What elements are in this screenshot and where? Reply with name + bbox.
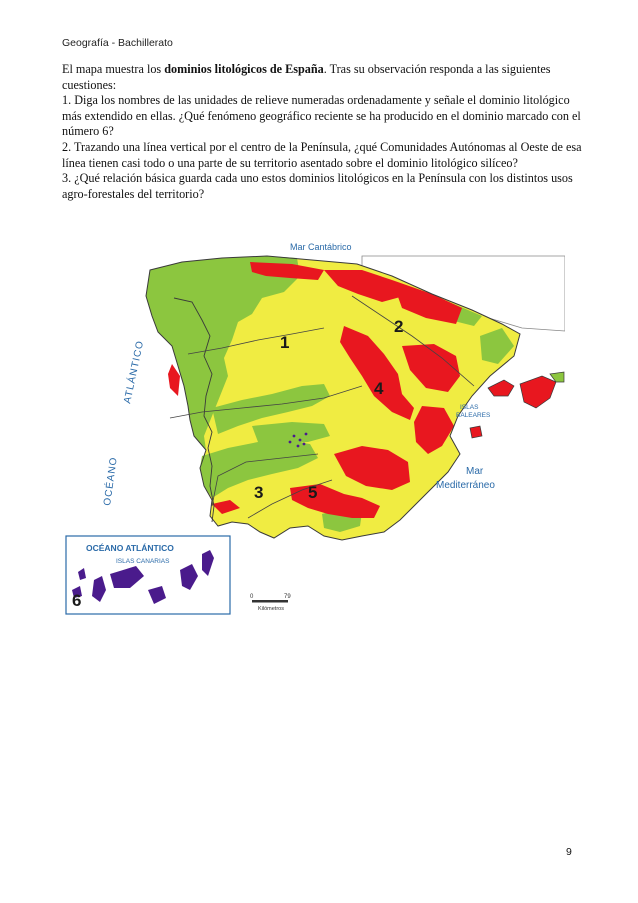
canarias-inset (66, 536, 230, 614)
page-number: 9 (566, 846, 572, 858)
label-oceano: OCÉANO (102, 456, 120, 507)
label-oceano-atlantico-inset: OCÉANO ATLÁNTICO (86, 543, 174, 553)
label-mar-cantabrico: Mar Cantábrico (290, 242, 352, 252)
question-2: 2. Trazando una línea vertical por el centro de la Península, ¿qué Comunidades Autónomas al Oeste de esa línea tienen casi todo o una parte de su territorio asentado sobre el dominio litológico silíceo? (62, 139, 582, 170)
scale-unit: Kilómetros (258, 606, 284, 612)
label-baleares: BALEARES (456, 412, 491, 419)
label-islas-canarias: ISLAS CANARIAS (116, 558, 170, 565)
map-svg (62, 236, 565, 628)
label-atlantico: ATLÁNTICO (122, 339, 147, 405)
unit-number-2: 2 (394, 317, 404, 336)
question-3: 3. ¿Qué relación básica guarda cada uno estos dominios litológicos en la Península con los distintos usos agro-forestales del territorio? (62, 171, 573, 201)
scale-max: 79 (284, 594, 291, 600)
question-block (62, 62, 582, 202)
scale-zero: 0 (250, 594, 254, 600)
legend-cover-box (496, 562, 556, 626)
intro-text-post: . Tras su observación responda a las siguientes cuestiones: (62, 62, 551, 92)
unit-number-4: 4 (374, 379, 384, 398)
unit-number-6: 6 (72, 591, 82, 610)
label-mediterraneo: Mediterráneo (436, 480, 495, 491)
label-islas: ISLAS (460, 404, 479, 411)
lithological-map (62, 236, 565, 628)
intro-paragraph (62, 62, 582, 93)
intro-text-bold: dominios litológicos de España (164, 62, 324, 76)
unit-number-1: 1 (280, 333, 290, 352)
intro-text-pre: El mapa muestra los (62, 62, 165, 76)
question-1: 1. Diga los nombres de las unidades de relieve numeradas ordenadamente y señale el dominio litológico más extendido en ellas. ¿Qué fenómeno geográfico reciente se ha producido en el dominio marcado con el número 6? (62, 93, 581, 139)
document-header: Geografía - Bachillerato (62, 37, 173, 49)
unit-number-5: 5 (308, 483, 318, 502)
label-mar: Mar (466, 466, 484, 477)
unit-number-3: 3 (254, 483, 264, 502)
